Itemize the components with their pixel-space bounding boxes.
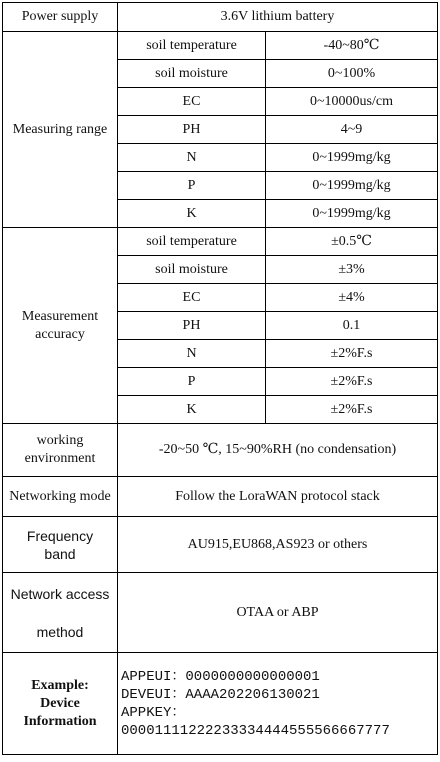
range-value: 0~100% bbox=[266, 60, 438, 88]
measurement-accuracy-label-line1: Measurement bbox=[21, 308, 99, 324]
range-param: P bbox=[118, 172, 266, 200]
working-environment-row bbox=[3, 424, 438, 477]
network-access-label-line2: method bbox=[36, 623, 84, 640]
network-access-row bbox=[3, 573, 438, 653]
accuracy-param: K bbox=[118, 396, 266, 424]
network-access-value: OTAA or ABP bbox=[118, 573, 438, 653]
accuracy-value: 0.1 bbox=[266, 312, 438, 340]
range-value: 0~1999mg/kg bbox=[266, 200, 438, 228]
range-param: soil moisture bbox=[118, 60, 266, 88]
range-value: -40~80℃ bbox=[266, 32, 438, 60]
device-info-label-line1: Example: bbox=[31, 677, 89, 693]
frequency-band-label-line1: Frequency bbox=[26, 527, 94, 544]
accuracy-value: ±0.5℃ bbox=[266, 228, 438, 256]
range-value: 0~1999mg/kg bbox=[266, 144, 438, 172]
accuracy-param: soil temperature bbox=[118, 228, 266, 256]
frequency-band-label-line2: band bbox=[44, 545, 76, 562]
accuracy-param: EC bbox=[118, 284, 266, 312]
power-supply-value: 3.6V lithium battery bbox=[118, 3, 438, 32]
accuracy-row-soil-temperature bbox=[3, 228, 438, 256]
accuracy-param: N bbox=[118, 340, 266, 368]
appkey-label: APPKEY： bbox=[121, 704, 186, 721]
range-param: K bbox=[118, 200, 266, 228]
network-access-label bbox=[3, 573, 118, 653]
device-info-row bbox=[3, 653, 438, 755]
frequency-band-label bbox=[3, 517, 118, 573]
power-supply-label: Power supply bbox=[3, 3, 118, 32]
range-param: PH bbox=[118, 116, 266, 144]
range-value: 0~1999mg/kg bbox=[266, 172, 438, 200]
accuracy-param: PH bbox=[118, 312, 266, 340]
deveui-value: DEVEUI：AAAA202206130021 bbox=[121, 686, 320, 703]
range-value: 0~10000us/cm bbox=[266, 88, 438, 116]
device-info-label-line2: Device bbox=[40, 695, 80, 711]
network-access-label-line1: Network access bbox=[10, 585, 110, 602]
working-environment-value: -20~50 ℃, 15~90%RH (no condensation) bbox=[118, 424, 438, 477]
measurement-accuracy-label bbox=[3, 228, 118, 424]
networking-mode-value: Follow the LoraWAN protocol stack bbox=[118, 477, 438, 517]
frequency-band-row bbox=[3, 517, 438, 573]
measuring-range-label: Measuring range bbox=[3, 32, 118, 228]
accuracy-value: ±3% bbox=[266, 256, 438, 284]
accuracy-value: ±2%F.s bbox=[266, 340, 438, 368]
range-param: EC bbox=[118, 88, 266, 116]
frequency-band-value: AU915,EU868,AS923 or others bbox=[118, 517, 438, 573]
networking-mode-label: Networking mode bbox=[3, 477, 118, 517]
networking-mode-row bbox=[3, 477, 438, 517]
accuracy-value: ±4% bbox=[266, 284, 438, 312]
range-param: N bbox=[118, 144, 266, 172]
working-environment-label-line1: working bbox=[36, 433, 84, 448]
working-environment-label bbox=[3, 424, 118, 477]
power-supply-row bbox=[3, 3, 438, 32]
range-param: soil temperature bbox=[118, 32, 266, 60]
accuracy-value: ±2%F.s bbox=[266, 396, 438, 424]
accuracy-param: P bbox=[118, 368, 266, 396]
device-info-label-line3: Information bbox=[23, 713, 97, 729]
appkey-value: 00001111222233334444555566667777 bbox=[121, 722, 390, 739]
range-value: 4~9 bbox=[266, 116, 438, 144]
device-info-values bbox=[118, 653, 438, 755]
measurement-accuracy-label-line2: accuracy bbox=[35, 326, 85, 342]
accuracy-param: soil moisture bbox=[118, 256, 266, 284]
spec-table bbox=[2, 2, 438, 755]
accuracy-value: ±2%F.s bbox=[266, 368, 438, 396]
working-environment-label-line2: environment bbox=[24, 451, 96, 466]
range-row-soil-temperature bbox=[3, 32, 438, 60]
appeui-value: APPEUI：0000000000000001 bbox=[121, 668, 320, 685]
device-info-label bbox=[3, 653, 118, 755]
